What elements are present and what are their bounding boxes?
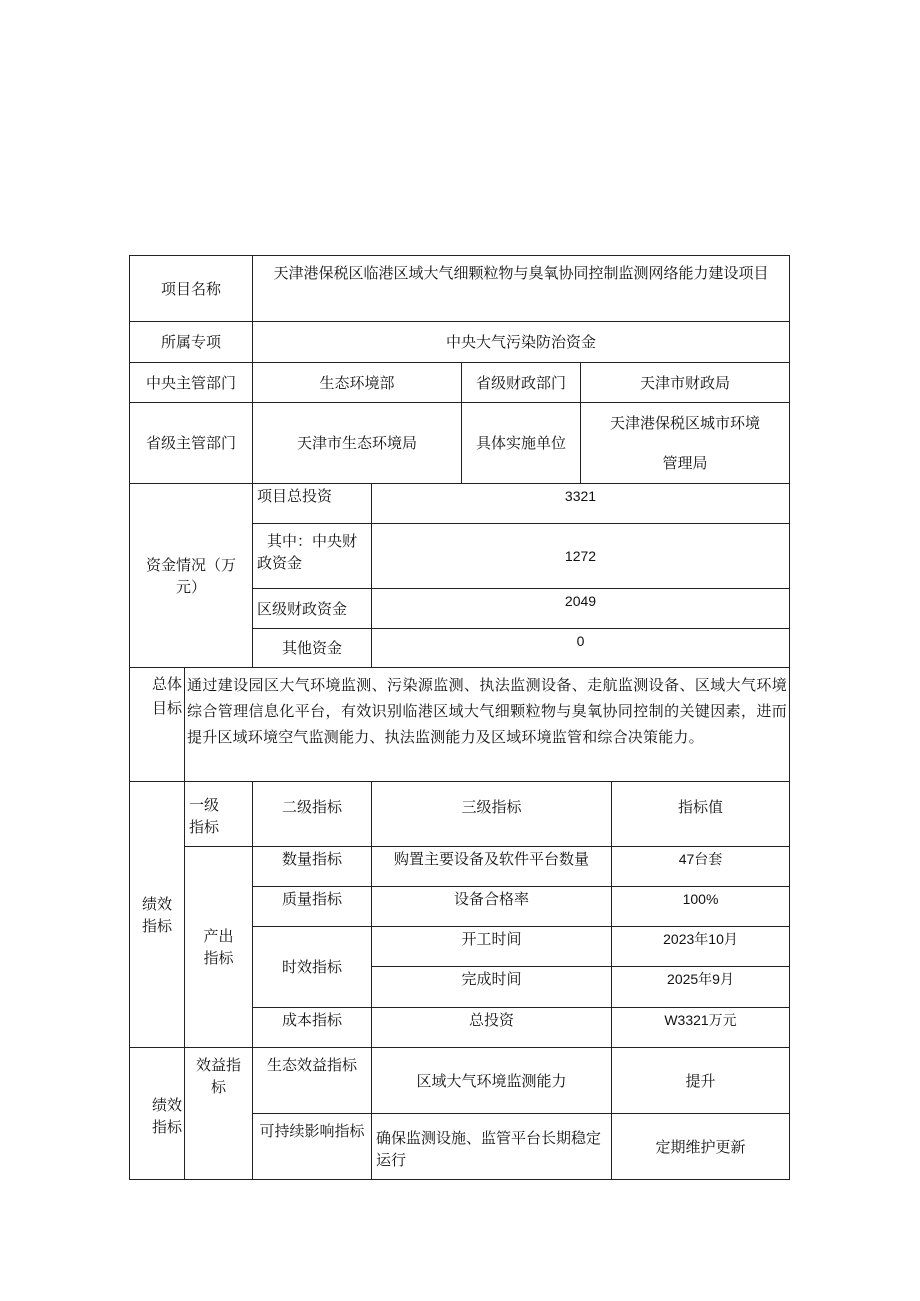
prov-dept-value-text: 天津市生态环境局 — [296, 434, 417, 452]
finish-value — [611, 966, 790, 1008]
quality-l2-text: 质量指标 — [281, 890, 342, 908]
eco-l2-text: 生态效益指标 — [266, 1056, 357, 1074]
quantity-l2 — [252, 846, 372, 887]
start-l3 — [371, 926, 612, 967]
funding-other-label — [252, 628, 372, 668]
central-dept-value-text: 生态环境部 — [319, 373, 395, 392]
project-name-value-text: 天津港保税区临港区域大气细颗粒物与臭氧协同控制监测网络能力建设项目 — [273, 264, 769, 282]
funding-label-line2: 元） — [175, 577, 206, 596]
sustain-l3 — [371, 1113, 612, 1180]
funding-total-value — [371, 483, 790, 524]
funding-central-label-line2: 政资金 — [257, 554, 303, 572]
finish-l3-text: 完成时间 — [461, 970, 522, 988]
project-name-label-text: 项目名称 — [160, 279, 221, 298]
project-name-label — [129, 255, 253, 322]
header-level1 — [184, 781, 253, 847]
project-name-value — [252, 255, 790, 322]
funding-district-value-text: 2049 — [564, 593, 597, 609]
goal-label-line1: 总体 — [151, 675, 182, 693]
performance-label-line1: 绩效 — [141, 894, 172, 913]
impl-unit-label-text: 具体实施单位 — [475, 434, 566, 452]
prov-dept-label-text: 省级主管部门 — [145, 434, 236, 452]
start-l3-text: 开工时间 — [461, 930, 522, 948]
quality-value-text: 100% — [682, 891, 719, 907]
start-value — [611, 926, 790, 967]
goal-label-line2: 目标 — [151, 699, 182, 717]
output-label-line1: 产出 — [203, 927, 234, 945]
central-dept-label — [129, 362, 253, 403]
benefit-label-text: 效益指标 — [195, 1056, 241, 1096]
quality-l3 — [371, 886, 612, 927]
category-label-text: 所属专项 — [160, 333, 221, 351]
timeliness-l2-text: 时效指标 — [281, 958, 342, 976]
performance-label2-line1: 绩效 — [151, 1095, 182, 1114]
timeliness-l2 — [252, 926, 372, 1008]
header-level2-text: 二级指标 — [281, 798, 342, 816]
sustain-l2-text: 可持续影响指标 — [259, 1122, 365, 1140]
sustain-l2 — [252, 1113, 372, 1180]
funding-central-value — [371, 523, 790, 589]
prov-finance-label — [461, 362, 581, 403]
prov-finance-value — [580, 362, 790, 403]
funding-other-value — [371, 628, 790, 668]
impl-unit-value-line1: 天津港保税区城市环境 — [609, 414, 760, 432]
central-dept-value — [252, 362, 462, 403]
funding-district-label-text: 区级财政资金 — [257, 599, 348, 618]
prov-dept-value — [252, 402, 462, 484]
category-value-text: 中央大气污染防治资金 — [445, 333, 596, 351]
eco-l3 — [371, 1047, 612, 1114]
quantity-l3 — [371, 846, 612, 887]
cost-l3-text: 总投资 — [468, 1011, 514, 1029]
header-level3 — [371, 781, 612, 847]
funding-other-label-text: 其他资金 — [281, 639, 342, 657]
goal-text — [184, 667, 790, 782]
impl-unit-value — [580, 402, 790, 484]
header-level1-line1: 一级 — [189, 796, 220, 814]
category-label — [129, 321, 253, 363]
quality-value — [611, 886, 790, 927]
funding-district-label — [252, 588, 372, 629]
impl-unit-label — [461, 402, 581, 484]
eco-value — [611, 1047, 790, 1114]
cost-value — [611, 1007, 790, 1048]
quantity-value-text: 47台套 — [678, 851, 723, 867]
header-level2 — [252, 781, 372, 847]
prov-dept-label — [129, 402, 253, 484]
quantity-l3-text: 购置主要设备及软件平台数量 — [393, 850, 589, 868]
eco-l3-text: 区域大气环境监测能力 — [416, 1071, 567, 1090]
funding-total-value-text: 3321 — [564, 488, 597, 504]
funding-label — [129, 483, 253, 668]
performance-label-2 — [129, 1047, 185, 1180]
performance-label — [129, 781, 185, 1048]
header-value — [611, 781, 790, 847]
funding-other-value-text: 0 — [576, 633, 585, 649]
central-dept-label-text: 中央主管部门 — [145, 373, 236, 392]
sustain-l3-line1: 确保监测设施、监管平台长期稳定 — [376, 1128, 602, 1147]
funding-central-label — [252, 523, 372, 589]
eco-l2 — [252, 1047, 372, 1114]
prov-finance-label-text: 省级财政部门 — [475, 373, 566, 392]
cost-l2-text: 成本指标 — [281, 1011, 342, 1029]
prov-finance-value-text: 天津市财政局 — [639, 373, 730, 392]
header-value-text: 指标值 — [677, 798, 723, 816]
finish-l3 — [371, 966, 612, 1008]
eco-value-text: 提升 — [685, 1071, 716, 1090]
funding-district-value — [371, 588, 790, 629]
cost-value-text: W3321万元 — [664, 1012, 737, 1028]
sustain-l3-line2: 运行 — [376, 1150, 407, 1169]
cost-l3 — [371, 1007, 612, 1048]
performance-label2-line2: 指标 — [151, 1117, 182, 1136]
output-label-line2: 指标 — [203, 949, 234, 967]
header-level1-line2: 指标 — [189, 818, 220, 836]
funding-total-label-text: 项目总投资 — [257, 487, 333, 505]
sustain-value-text: 定期维护更新 — [655, 1137, 746, 1156]
finish-value-text: 2025年9月 — [667, 971, 734, 987]
goal-label — [129, 667, 185, 782]
benefit-indicator-label — [184, 1047, 253, 1180]
quality-l3-text: 设备合格率 — [453, 890, 529, 908]
header-level3-text: 三级指标 — [461, 798, 522, 816]
sustain-value — [611, 1113, 790, 1180]
impl-unit-value-line2: 管理局 — [662, 454, 708, 472]
quality-l2 — [252, 886, 372, 927]
funding-central-value-text: 1272 — [564, 548, 597, 564]
quantity-l2-text: 数量指标 — [281, 850, 342, 868]
start-value-text: 2023年10月 — [663, 931, 738, 947]
funding-central-label-line1: 其中：中央财 — [267, 532, 358, 550]
cost-l2 — [252, 1007, 372, 1048]
funding-label-line1: 资金情况（万 — [145, 555, 236, 574]
output-indicator-label — [184, 846, 253, 1048]
funding-total-label — [252, 483, 372, 524]
category-value — [252, 321, 790, 363]
performance-label-line2: 指标 — [141, 916, 172, 935]
goal-text-content: 通过建设园区大气环境监测、污染源监测、执法监测设备、走航监测设备、区域大气环境综合管理信息化平台，有效识别临港区域大气细颗粒物与臭氧协同控制的关键因素，进而提升区域环境空气监测能力、执法监测能力及区域环境监管和综合决策能力。 — [187, 676, 787, 746]
quantity-value — [611, 846, 790, 887]
